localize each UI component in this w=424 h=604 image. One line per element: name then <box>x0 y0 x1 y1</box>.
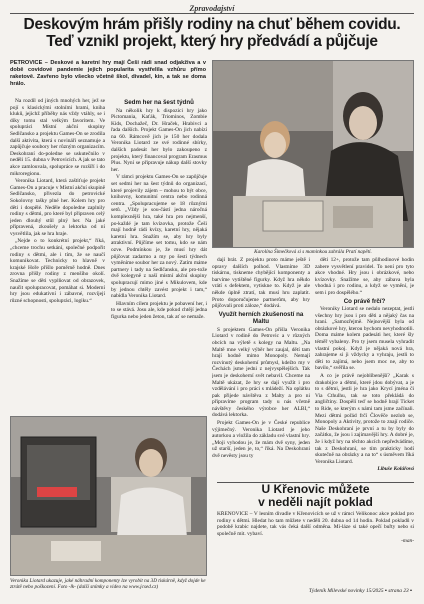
col1-paragraph: Na rozdíl od jiných mnohých her, jež se pojí s klasickými stolními hrami, kniha kluků, jejichž příběhy nás vždy vtáhly, se i díky tomu stal velkým favoritem. Ve spolupráci Místní akční skupiny Sedlčansko a projektu Games-On se zrodila další aktivita, která s novináři seznamuje a zapůjčuje soubory her různým organizacím. Deskohraní do-poledne se uskutečnilo v neděli 15. dubna v Petrovicích. A jak se tato akce zamlouvala, spolupráce se rozšíří i do mikroregionu. <box>10 98 105 177</box>
short-article-text <box>217 511 414 545</box>
col1-paragraph: „Nejde o to konkrétní projekt,“ říká, „chceme trochu setkání, společné podpořit rodiny s dětmi, ale i tím, že se naučí komunikovat. Technicky to hlavně v krajské Hoře přišlo poměrně hodně. Dnes zrovna přišly rodiny z menšího okolí. Snažíme se děti vyplňovat od obrazovek, naučit spolupracovat, pomáhat si. Moderní hry jsou edukativní i zábavné, rozvíjejí různé schopnosti, spolupráci, logiku.“ <box>10 238 105 304</box>
short-article-signature: -man- <box>401 538 414 545</box>
short-article-box <box>217 482 414 545</box>
col4-paragraph: Veroniky Liotard se nedalo nezeptat, jestli všechny hry jsou i pro děti a nějaký čas na hraní. „Samozřejmě. Nejnovější byla od obrázkové hry, kterou bychom nevyhodnotili. Doma máme kolem padesáti her, které šly téměř vybaleny. Pro ty jsem musela vyhradit vlastní pokoj. Když je nějaká nová hra, zahrajeme si ji vždycky a vyhraju, jestli to děti to zajímá, nebo jsem moc ne, aby to bavilo,“ svěřila se. <box>315 306 414 372</box>
photo1-caption: Karolína Šimečková si s maminkou zahrála Pratí napětí. <box>254 249 372 255</box>
photo-3d-printer <box>10 416 207 576</box>
col3-paragraph: Projekt Games-On je v České republice výjimečný. Veronika Liotard je jeho autorkou a vložila do základu své vlastní hry. „Moji vyhodou je, že mám dvě syny, jeden už starší, jeden je, to,“ říká. Na Deskohraní dvě nevěsty jsou ty <box>212 420 310 460</box>
subheading-co-frci: Co právě frčí? <box>343 297 386 305</box>
article-column-2 <box>111 98 207 414</box>
subheading-sedm-her: Sedm her na šest týdnů <box>124 99 194 106</box>
col4-paragraph: A co je právě nejoblíbenější? „Karak s drakobijce a dětmi, které jdou dobývat, a je to s dětmi, jestli je hra jako Krycí jména či Via Cthulhu, tak se toto překládá do angličtiny. Dospělí teď se hodně hrají Ticket to Ride, se kterým s námi tam jsme začínali. Mezi dětmi pořád frčí Člověče nezlob se, Monopoly a Aktivity, protože to znají rodiče. Naše Deskohraní je první a tu by byly do začátku, že jsou i zajímavější hry. A dobré je, že i když hry na těchto akcích nepředvádíme, tak z Deskohraní, se tím prakticky hodí skutečně na obrázky a na to“ s úsměvem říká Veronika Liotard. <box>315 373 414 465</box>
photo-family-image <box>213 61 413 247</box>
col2-paragraph: Hlavním cílem projektu je pobavení her, i to se stává. Josu ale, kde pokud chtějí jedna figurka nebo jeden žeton, tak ať se nemaže. <box>111 300 207 320</box>
col2-paragraph: V rámci projektu Games-On se zapůjčuje set sedmi her na šest týdnů do organizací, které projevily zájem – mohou to být obce, knihovny, komunitní centra nebo rodinná centra. „Spolupracujeme se 18 různými setů. „Vždy je sou-částí jedna náročná komplexnější hra, také hra pro nejmenší, po-každé je tam kvízovka, protože Češi mají hodně rádi kvízy, karetní hry, nějaká karetní hra. Snažím se, aby hry byly atraktivní. Půjčíme set tomu, kdo se nám ozve. Podmínkou je, že musí hry dát půjčovat zadarmo a my po šesti týdnech vyměníme soubor her za nový. Zatím máme partnery i tady na Sedlčansku, ale pro-tože dvě kolegyně z naší místní akční skupiny spolupracují mimo jiné s Mikulovem, kde by jednou chtěly zavést projekt i tam,“ nabídla Veronika Liotard. <box>111 174 207 300</box>
section-label: Zpravodajství <box>10 4 414 14</box>
author-signature: Libuše Kolářová <box>377 466 414 473</box>
subheading-malta: Využít herních zkušeností na Maltu <box>218 310 304 326</box>
col1-paragraph: Veronika Liotard, která zaštiťuje projekt Games-On a pracuje v Místní akční skupině Sedlčansko, přivezla do petrovické Sokolovny tašky plné her. Kolem hry pro děti i dospělé. Neděle dopoledne zaplnily rodiny s dětmi, pro které byl připraven celý jeden dlouhý stůl plný her. Na jaké připravená, zkoušely a lektorka od ní vysvětlila, jak se hra hraje. <box>10 178 105 237</box>
col4-paragraph: děti 12+, protože tam půlhodinové hodin zabere vysvětlení pravidel. To není pro tyto akce vhodné. Hry jsou i obrázkové, nebo kvízovky. Snažíme se, aby zábava byla vhodná i pro rodinu, a když se vymění, je sem i pro dospělého.“ <box>315 257 414 296</box>
newspaper-page <box>6 4 418 596</box>
page-footer: Týdeník Milevské novinky 15/2025 ▪ strana 23 ▪ <box>308 588 412 594</box>
short-article-title-2: v neděli najít poklad <box>258 495 373 509</box>
article-column-1 <box>10 98 105 414</box>
headline-line-2: Teď vznikl projekt, který hry předvádí a půjčuje <box>46 33 378 50</box>
col2-paragraph: Na několik hry k dispozici hry jako Pictomania, Kaťák, Triominos, Zombie Kids, Dochažeč, Dr. Hraček, Hrabivci a řada dalších. Projekt Games-On jich nabízí na 60. Rámcově jich je 150 her dodala Veronika Liotard ze své rodinné sbírky, dalších padesát her bylo zakoupeno z projektu, který financoval program Erasmus Plus. Nyní se připravuje nákup další stovky her. <box>111 107 207 173</box>
article-column-4 <box>315 257 414 477</box>
short-article-paragraph: KŘENOVICE – V lesním divadle v Křenovicích se už v rámci Velikonoc akce poklad pro rodiny s dětmi. Hledat ho tam můžete v neděli 20. dubna od 14 hodin. Poklad pokladů v podobě krabic najdete, tak vás čeká další odměna. Mi-láze si také opečí buřty nebo si společně mit. vybaví. <box>217 511 414 537</box>
col3-paragraph: S projektem Games-On přišla Veronika Liotard v rodině do Petrovic a v různých obcích na výletě s kolegy na Maltu. „Na Maltě mne velký výběr her zaujal, dětí tam hrají hodně mimo Monopoly. Nemají rozvinutý deskoherní průmysl, kdežto my v Čechách jsme jedni z nejvyspělejších. Tak jsem je deskoherní svět nebavil. Chceme na Maltě ukázat, že hry se dají využít i pro vzdělávání i pro práci s mládeží. Na oplátku pak přijede návštěva z Malty a pro ni připravíme program tady u nás včetně návštěvy českého výrobce her ALBI,“ dodává lektorka. <box>212 326 310 419</box>
headline-line-1: Deskovým hrám přišly rodiny na chuť během covidu. <box>23 16 401 33</box>
photo-3d-printer-image <box>11 417 206 575</box>
col3-paragraph: dají brát. Z projektu proto máme ještě i opravy dalších polhod. Vlastníme 3D tiskárnu, tiskneme chybějící komponenty a barvíme vytištěné figurky. Když hra někdo vrátí s defektem, vytiskne to. Když je ale někde úplně ztratí, tak musí hru zaplatit. Proto doporučujeme partnerům, aby hry půjčovali proti záloze,“ dodává. <box>212 257 310 310</box>
photo-family-playing <box>212 60 414 248</box>
lead-paragraph: PETROVICE – Deskové a karetní hry mají Češi rádi snad odjakživa a v době covidové pandemie jejich popularita vystřelila vzhůru přímo raketově. Zavřeno bylo všecko včetně škol, divadel, kin, a tak se doma hrálo. <box>10 60 206 87</box>
short-article-title-1: U Křenovic můžete <box>261 482 370 496</box>
photo2-caption: Veronika Liotard ukazuje, jaké náhradní komponenty lze vyrobit na 3D tiskárně, když dojde ke ztrátě nebo poškození. Foto -lk- (další snímky a video na www.jcsed.cz) <box>10 578 206 591</box>
